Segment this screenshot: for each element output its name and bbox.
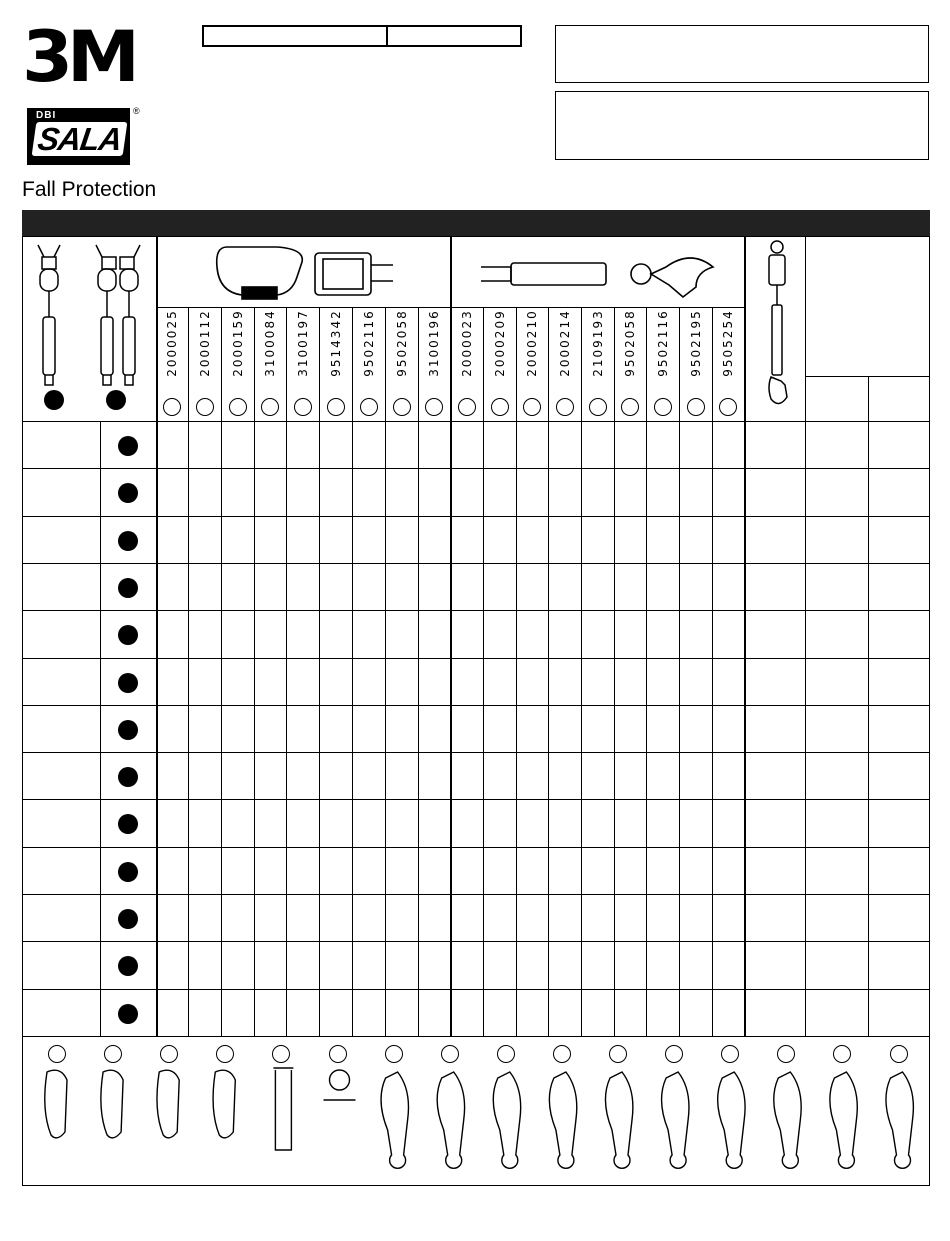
part-select-circle[interactable] — [491, 398, 509, 416]
row-line — [22, 468, 929, 469]
col-line — [385, 307, 386, 1037]
table-header-band — [22, 210, 930, 237]
col-line — [352, 307, 353, 1037]
row-marker-dot — [118, 956, 138, 976]
part-select-circle[interactable] — [393, 398, 411, 416]
part-select-circle[interactable] — [327, 398, 345, 416]
row-line — [22, 941, 929, 942]
row-marker-dot — [118, 578, 138, 598]
part-number-label: 9502195 — [688, 309, 703, 377]
fall-protection-title: Fall Protection — [22, 178, 157, 201]
col-line — [319, 307, 320, 1037]
row-marker-dot — [118, 814, 138, 834]
col-line — [483, 307, 484, 1037]
info-box-top — [555, 25, 929, 83]
row-marker-dot — [118, 862, 138, 882]
part-number-label: 9502058 — [394, 309, 409, 377]
col-line — [581, 307, 582, 1037]
row-line — [22, 752, 929, 753]
dbi-sala-logo — [27, 108, 130, 165]
row-marker-dot — [118, 531, 138, 551]
part-select-circle[interactable] — [196, 398, 214, 416]
col-line — [188, 307, 189, 1037]
col-line — [712, 307, 713, 1037]
row-line — [22, 610, 929, 611]
col-line — [418, 307, 419, 1037]
connector-illustrations — [30, 1060, 920, 1175]
row-line — [22, 894, 929, 895]
srl-marker-dot — [44, 390, 64, 410]
row-line — [22, 705, 929, 706]
registered-mark: ® — [133, 106, 140, 116]
row-line — [22, 421, 929, 422]
header-line — [805, 376, 929, 377]
row-line — [22, 563, 929, 564]
row-line — [22, 516, 929, 517]
part-select-circle[interactable] — [163, 398, 181, 416]
part-select-circle[interactable] — [556, 398, 574, 416]
col-line — [286, 307, 287, 1037]
srl-marker-dot — [106, 390, 126, 410]
part-select-circle[interactable] — [654, 398, 672, 416]
part-select-circle[interactable] — [589, 398, 607, 416]
row-line — [22, 989, 929, 990]
col-line — [548, 307, 549, 1037]
part-select-circle[interactable] — [523, 398, 541, 416]
row-marker-dot — [118, 909, 138, 929]
part-select-circle[interactable] — [261, 398, 279, 416]
part-select-circle[interactable] — [458, 398, 476, 416]
part-number-label: 2000209 — [492, 309, 507, 377]
part-select-circle[interactable] — [719, 398, 737, 416]
row-marker-dot — [118, 720, 138, 740]
part-select-circle[interactable] — [360, 398, 378, 416]
srl-product-illustration — [22, 237, 156, 421]
part-number-label: 3100197 — [295, 309, 310, 377]
row-marker-dot — [118, 483, 138, 503]
row-line — [22, 1036, 929, 1037]
col-line — [221, 307, 222, 1037]
part-number-label: 9502116 — [655, 309, 670, 377]
col-line — [100, 421, 101, 1037]
part-number-label: 9505254 — [721, 309, 735, 377]
carabiner-anchor-illustration — [157, 237, 450, 307]
row-marker-dot — [118, 1004, 138, 1024]
part-number-label: 9514342 — [328, 309, 343, 377]
part-select-circle[interactable] — [425, 398, 443, 416]
header-line — [156, 307, 744, 308]
row-line — [22, 799, 929, 800]
part-select-circle[interactable] — [621, 398, 639, 416]
part-number-label: 2000112 — [197, 309, 212, 377]
part-number-label: 3100084 — [263, 309, 277, 377]
col-line — [679, 307, 680, 1037]
row-line — [22, 658, 929, 659]
col-line — [805, 236, 806, 1037]
info-box-bottom — [555, 91, 929, 160]
3m-logo: 3M — [22, 16, 134, 98]
dbi-logo-text: DBI — [36, 110, 57, 121]
row-marker-dot — [118, 436, 138, 456]
col-line — [646, 307, 647, 1037]
row-marker-dot — [118, 673, 138, 693]
col-line — [254, 307, 255, 1037]
part-number-label: 9502116 — [361, 309, 376, 377]
lanyard-hook-illustration — [451, 237, 744, 307]
col-line — [868, 376, 869, 1037]
col-line — [614, 307, 615, 1037]
part-select-circle[interactable] — [687, 398, 705, 416]
part-select-circle[interactable] — [294, 398, 312, 416]
row-marker-dot — [118, 767, 138, 787]
sala-logo-text: SALA — [32, 122, 128, 156]
part-number-label: 2109193 — [590, 309, 605, 377]
self-retracting-lifeline-illustration — [745, 237, 805, 421]
part-select-circle[interactable] — [229, 398, 247, 416]
part-number-label: 2000214 — [557, 309, 572, 377]
part-number-label: 9502058 — [623, 309, 637, 377]
row-marker-dot — [118, 625, 138, 645]
part-number-label: 2000159 — [230, 309, 245, 377]
part-number-label: 3100196 — [427, 309, 441, 377]
col-line — [744, 236, 746, 1037]
part-number-label: 2000025 — [165, 309, 179, 377]
row-line — [22, 847, 929, 848]
col-line — [516, 307, 517, 1037]
part-number-label: 2000023 — [459, 309, 474, 377]
part-number-label: 2000210 — [525, 309, 539, 377]
header-field-box[interactable] — [202, 25, 522, 47]
